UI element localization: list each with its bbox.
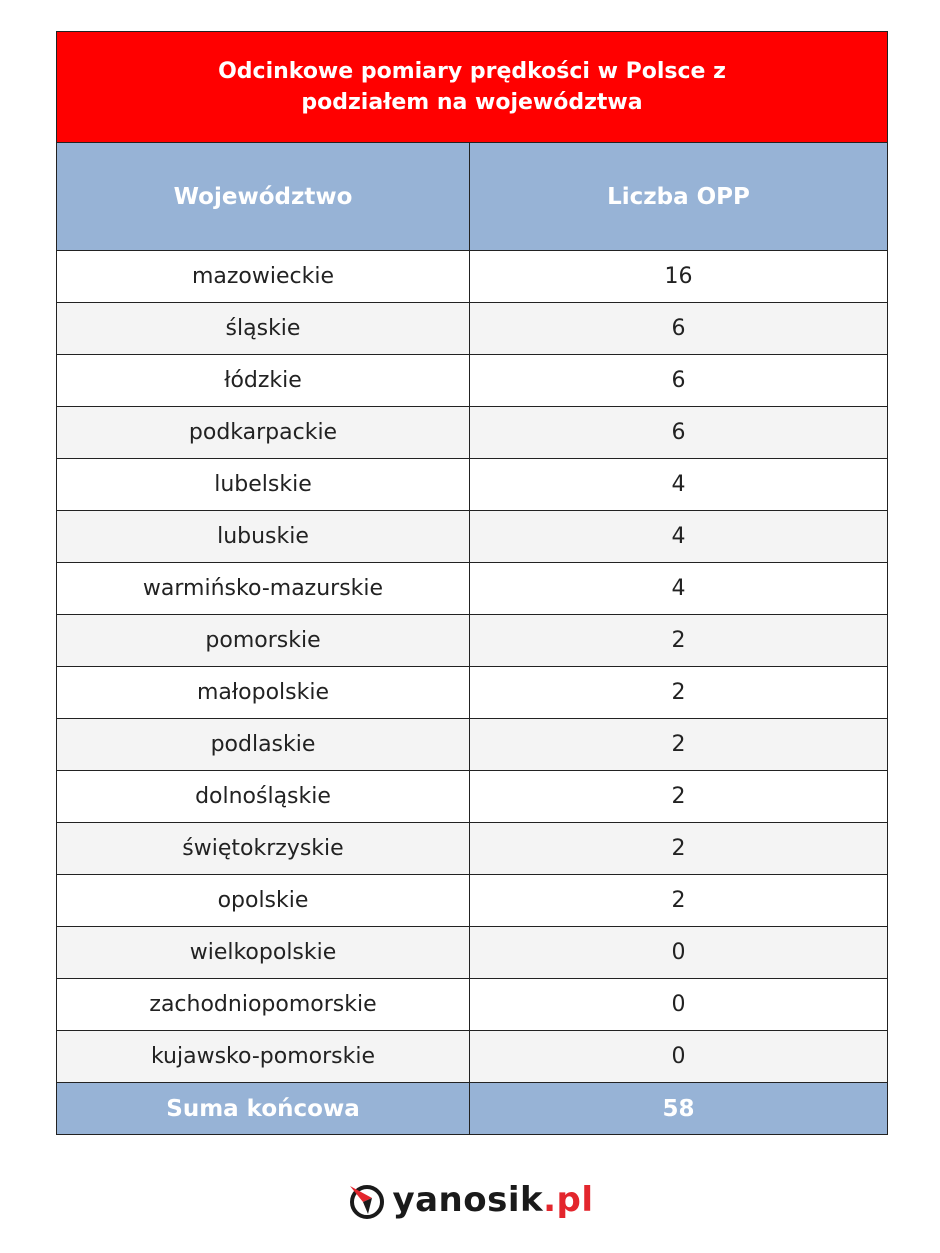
region-name-cell: warmińsko-mazurskie bbox=[57, 563, 470, 614]
region-name-cell: lubuskie bbox=[57, 511, 470, 562]
opp-count-cell: 2 bbox=[671, 732, 686, 757]
table-row bbox=[57, 822, 887, 874]
opp-count-cell: 2 bbox=[671, 836, 686, 861]
table-row bbox=[57, 666, 887, 718]
opp-count-cell: 2 bbox=[671, 628, 686, 653]
table-row bbox=[57, 458, 887, 510]
table-row bbox=[57, 1030, 887, 1082]
region-name-cell: małopolskie bbox=[57, 667, 470, 718]
logo-name: yanosik bbox=[392, 1180, 544, 1220]
table-row bbox=[57, 250, 887, 302]
total-label: Suma końcowa bbox=[57, 1083, 470, 1134]
table-row bbox=[57, 510, 887, 562]
opp-count-cell: 4 bbox=[671, 576, 686, 601]
table-row bbox=[57, 562, 887, 614]
table-header-row bbox=[57, 142, 887, 250]
opp-count-cell: 2 bbox=[671, 888, 686, 913]
region-name-cell: zachodniopomorskie bbox=[57, 979, 470, 1030]
table-title: Odcinkowe pomiary prędkości w Polsce z podziałem na województwa bbox=[57, 32, 887, 142]
table-row bbox=[57, 718, 887, 770]
logo-suffix: .pl bbox=[543, 1180, 594, 1220]
opp-count-cell: 0 bbox=[671, 1044, 686, 1069]
opp-count-cell: 6 bbox=[671, 368, 686, 393]
table-row bbox=[57, 302, 887, 354]
table-row bbox=[57, 406, 887, 458]
table-row bbox=[57, 978, 887, 1030]
region-name-cell: dolnośląskie bbox=[57, 771, 470, 822]
region-name-cell: kujawsko-pomorskie bbox=[57, 1031, 470, 1082]
yanosik-logo-icon bbox=[346, 1180, 386, 1220]
table-row bbox=[57, 874, 887, 926]
column-header-region: Województwo bbox=[57, 143, 470, 250]
total-value: 58 bbox=[662, 1095, 695, 1122]
opp-count-cell: 4 bbox=[671, 524, 686, 549]
region-name-cell: mazowieckie bbox=[57, 251, 470, 302]
opp-count-cell: 0 bbox=[671, 940, 686, 965]
opp-count-cell: 2 bbox=[671, 680, 686, 705]
region-name-cell: opolskie bbox=[57, 875, 470, 926]
logo-wordmark bbox=[392, 1180, 593, 1220]
region-name-cell: pomorskie bbox=[57, 615, 470, 666]
table-row bbox=[57, 614, 887, 666]
region-name-cell: świętokrzyskie bbox=[57, 823, 470, 874]
table-row bbox=[57, 770, 887, 822]
opp-count-cell: 2 bbox=[671, 784, 686, 809]
table-total-row bbox=[57, 1082, 887, 1134]
region-name-cell: łódzkie bbox=[57, 355, 470, 406]
opp-count-cell: 6 bbox=[671, 420, 686, 445]
opp-count-cell: 4 bbox=[671, 472, 686, 497]
data-table bbox=[56, 31, 888, 1135]
region-name-cell: lubelskie bbox=[57, 459, 470, 510]
region-name-cell: podlaskie bbox=[57, 719, 470, 770]
opp-count-cell: 0 bbox=[671, 992, 686, 1017]
table-row bbox=[57, 926, 887, 978]
table-row bbox=[57, 354, 887, 406]
table-body bbox=[57, 250, 887, 1082]
opp-count-cell: 16 bbox=[664, 264, 693, 289]
column-header-count: Liczba OPP bbox=[607, 183, 750, 210]
region-name-cell: podkarpackie bbox=[57, 407, 470, 458]
region-name-cell: śląskie bbox=[57, 303, 470, 354]
opp-count-cell: 6 bbox=[671, 316, 686, 341]
region-name-cell: wielkopolskie bbox=[57, 927, 470, 978]
brand-logo bbox=[0, 1180, 940, 1220]
